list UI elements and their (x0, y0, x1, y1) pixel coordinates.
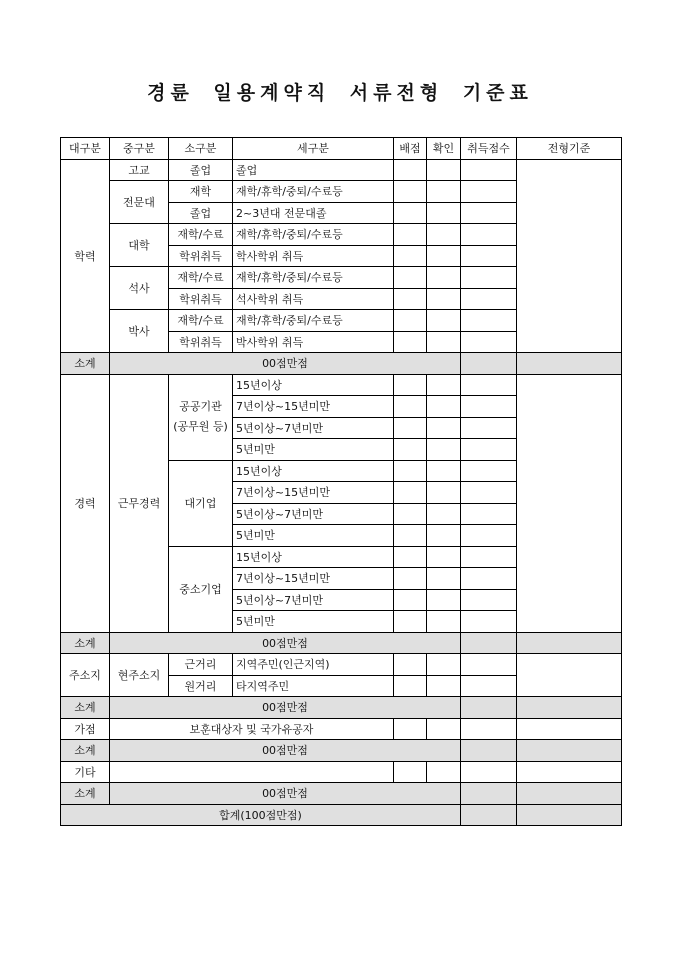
check-cell[interactable] (427, 611, 461, 633)
points-cell[interactable] (394, 675, 427, 697)
check-cell[interactable] (427, 525, 461, 547)
score-cell[interactable] (461, 761, 517, 783)
minor-public: 공공기관 (공무원 등) (169, 374, 233, 460)
points-cell[interactable] (394, 267, 427, 289)
minor-small: 중소기업 (169, 546, 233, 632)
score-cell[interactable] (461, 589, 517, 611)
check-cell[interactable] (427, 374, 461, 396)
header-minor: 소구분 (169, 138, 233, 160)
check-cell[interactable] (427, 417, 461, 439)
points-cell[interactable] (394, 718, 427, 740)
category-education: 학력 (61, 159, 110, 353)
points-cell[interactable] (394, 202, 427, 224)
check-cell[interactable] (427, 718, 461, 740)
points-cell[interactable] (394, 331, 427, 353)
score-cell[interactable] (461, 181, 517, 203)
check-cell[interactable] (427, 288, 461, 310)
table-header (61, 138, 622, 160)
header-criteria: 전형기준 (517, 138, 622, 160)
points-cell[interactable] (394, 482, 427, 504)
mid-career: 근무경력 (110, 374, 169, 632)
subtotal-row (61, 740, 622, 762)
minor-cell: 학위취득 (169, 331, 233, 353)
points-cell[interactable] (394, 503, 427, 525)
points-cell[interactable] (394, 611, 427, 633)
total-row (61, 804, 622, 826)
criteria-cell[interactable] (517, 761, 622, 783)
category-bonus: 가점 (61, 718, 110, 740)
points-cell[interactable] (394, 396, 427, 418)
check-cell[interactable] (427, 224, 461, 246)
check-cell[interactable] (427, 181, 461, 203)
mid-highschool: 고교 (110, 159, 169, 181)
detail-cell: 박사학위 취득 (233, 331, 394, 353)
check-cell[interactable] (427, 761, 461, 783)
minor-cell: 근거리 (169, 654, 233, 676)
score-cell[interactable] (461, 546, 517, 568)
header-middle: 중구분 (110, 138, 169, 160)
score-cell[interactable] (461, 460, 517, 482)
detail-cell: 7년이상~15년미만 (233, 568, 394, 590)
points-cell[interactable] (394, 654, 427, 676)
check-cell[interactable] (427, 202, 461, 224)
score-cell[interactable] (461, 374, 517, 396)
detail-cell: 15년이상 (233, 546, 394, 568)
score-cell[interactable] (461, 740, 517, 762)
subtotal-label: 소계 (61, 783, 110, 805)
points-cell[interactable] (394, 245, 427, 267)
criteria-cell[interactable] (517, 740, 622, 762)
score-cell[interactable] (461, 396, 517, 418)
subtotal-value: 00점만점 (110, 697, 461, 719)
detail-cell: 5년미만 (233, 611, 394, 633)
score-cell[interactable] (461, 675, 517, 697)
subtotal-label: 소계 (61, 697, 110, 719)
check-cell[interactable] (427, 589, 461, 611)
detail-cell: 7년이상~15년미만 (233, 396, 394, 418)
score-cell[interactable] (461, 632, 517, 654)
detail-cell: 재학/휴학/중퇴/수료등 (233, 224, 394, 246)
mid-master: 석사 (110, 267, 169, 310)
detail-cell: 5년이상~7년미만 (233, 417, 394, 439)
subtotal-label: 소계 (61, 740, 110, 762)
score-cell[interactable] (461, 310, 517, 332)
detail-cell: 7년이상~15년미만 (233, 482, 394, 504)
subtotal-row (61, 697, 622, 719)
score-cell[interactable] (461, 611, 517, 633)
minor-cell: 원거리 (169, 675, 233, 697)
points-cell[interactable] (394, 374, 427, 396)
minor-cell: 재학/수료 (169, 224, 233, 246)
check-cell[interactable] (427, 460, 461, 482)
check-cell[interactable] (427, 546, 461, 568)
check-cell[interactable] (427, 482, 461, 504)
score-cell[interactable] (461, 697, 517, 719)
points-cell[interactable] (394, 159, 427, 181)
points-cell[interactable] (394, 568, 427, 590)
criteria-cell[interactable] (517, 804, 622, 826)
check-cell[interactable] (427, 245, 461, 267)
points-cell[interactable] (394, 525, 427, 547)
score-cell[interactable] (461, 159, 517, 181)
points-cell[interactable] (394, 181, 427, 203)
criteria-cell[interactable] (517, 353, 622, 375)
subtotal-row (61, 632, 622, 654)
detail-cell: 타지역주민 (233, 675, 394, 697)
subtotal-label: 소계 (61, 353, 110, 375)
check-cell[interactable] (427, 159, 461, 181)
detail-cell: 졸업 (233, 159, 394, 181)
detail-cell: 2~3년대 전문대졸 (233, 202, 394, 224)
header-check: 확인 (427, 138, 461, 160)
subtotal-value: 00점만점 (110, 632, 461, 654)
points-cell[interactable] (394, 224, 427, 246)
detail-cell: 지역주민(인근지역) (233, 654, 394, 676)
check-cell[interactable] (427, 267, 461, 289)
minor-cell: 학위취득 (169, 288, 233, 310)
score-cell[interactable] (461, 245, 517, 267)
score-cell[interactable] (461, 331, 517, 353)
points-cell[interactable] (394, 310, 427, 332)
table-row (61, 159, 622, 181)
score-cell[interactable] (461, 503, 517, 525)
points-cell[interactable] (394, 417, 427, 439)
mid-college: 전문대 (110, 181, 169, 224)
category-residence: 주소지 (61, 654, 110, 697)
subtotal-value: 00점만점 (110, 783, 461, 805)
subtotal-label: 소계 (61, 632, 110, 654)
detail-cell: 재학/휴학/중퇴/수료등 (233, 181, 394, 203)
points-cell[interactable] (394, 460, 427, 482)
criteria-cell[interactable] (517, 654, 622, 697)
table-row (61, 374, 622, 396)
subtotal-row (61, 783, 622, 805)
score-cell[interactable] (461, 783, 517, 805)
minor-cell: 졸업 (169, 159, 233, 181)
detail-cell: 5년이상~7년미만 (233, 503, 394, 525)
header-major: 대구분 (61, 138, 110, 160)
criteria-cell[interactable] (517, 632, 622, 654)
points-cell[interactable] (394, 761, 427, 783)
points-cell[interactable] (394, 288, 427, 310)
criteria-cell[interactable] (517, 718, 622, 740)
check-cell[interactable] (427, 331, 461, 353)
category-career: 경력 (61, 374, 110, 632)
check-cell[interactable] (427, 396, 461, 418)
minor-cell: 재학/수료 (169, 310, 233, 332)
score-cell[interactable] (461, 718, 517, 740)
subtotal-value: 00점만점 (110, 740, 461, 762)
minor-cell: 재학 (169, 181, 233, 203)
minor-cell: 졸업 (169, 202, 233, 224)
check-cell[interactable] (427, 568, 461, 590)
evaluation-table (60, 137, 622, 826)
mid-doctor: 박사 (110, 310, 169, 353)
check-cell[interactable] (427, 439, 461, 461)
detail-cell: 5년미만 (233, 525, 394, 547)
score-cell[interactable] (461, 353, 517, 375)
criteria-cell[interactable] (517, 697, 622, 719)
total-label: 합계(100점만점) (61, 804, 461, 826)
score-cell[interactable] (461, 654, 517, 676)
page-title: 경륜 일용계약직 서류전형 기준표 (147, 82, 533, 104)
score-cell[interactable] (461, 525, 517, 547)
table-row (61, 718, 622, 740)
subtotal-value: 00점만점 (110, 353, 461, 375)
minor-cell: 재학/수료 (169, 267, 233, 289)
category-etc: 기타 (61, 761, 110, 783)
detail-cell: 15년이상 (233, 460, 394, 482)
table-row (61, 654, 622, 676)
check-cell[interactable] (427, 310, 461, 332)
bonus-detail: 보훈대상자 및 국가유공자 (110, 718, 394, 740)
criteria-cell[interactable] (517, 159, 622, 353)
detail-cell: 재학/휴학/중퇴/수료등 (233, 267, 394, 289)
etc-detail[interactable] (110, 761, 394, 783)
header-detail: 세구분 (233, 138, 394, 160)
table-row (61, 761, 622, 783)
detail-cell: 재학/휴학/중퇴/수료등 (233, 310, 394, 332)
subtotal-row (61, 353, 622, 375)
score-cell[interactable] (461, 568, 517, 590)
detail-cell: 석사학위 취득 (233, 288, 394, 310)
points-cell[interactable] (394, 439, 427, 461)
score-cell[interactable] (461, 804, 517, 826)
header-points: 배점 (394, 138, 427, 160)
score-cell[interactable] (461, 288, 517, 310)
header-score: 취득점수 (461, 138, 517, 160)
mid-residence: 현주소지 (110, 654, 169, 697)
score-cell[interactable] (461, 202, 517, 224)
points-cell[interactable] (394, 546, 427, 568)
criteria-cell[interactable] (517, 374, 622, 632)
minor-large: 대기업 (169, 460, 233, 546)
score-cell[interactable] (461, 417, 517, 439)
mid-university: 대학 (110, 224, 169, 267)
check-cell[interactable] (427, 675, 461, 697)
criteria-cell[interactable] (517, 783, 622, 805)
detail-cell: 학사학위 취득 (233, 245, 394, 267)
points-cell[interactable] (394, 589, 427, 611)
detail-cell: 5년미만 (233, 439, 394, 461)
minor-cell: 학위취득 (169, 245, 233, 267)
score-cell[interactable] (461, 439, 517, 461)
detail-cell: 15년이상 (233, 374, 394, 396)
check-cell[interactable] (427, 503, 461, 525)
check-cell[interactable] (427, 654, 461, 676)
score-cell[interactable] (461, 224, 517, 246)
score-cell[interactable] (461, 482, 517, 504)
score-cell[interactable] (461, 267, 517, 289)
detail-cell: 5년이상~7년미만 (233, 589, 394, 611)
